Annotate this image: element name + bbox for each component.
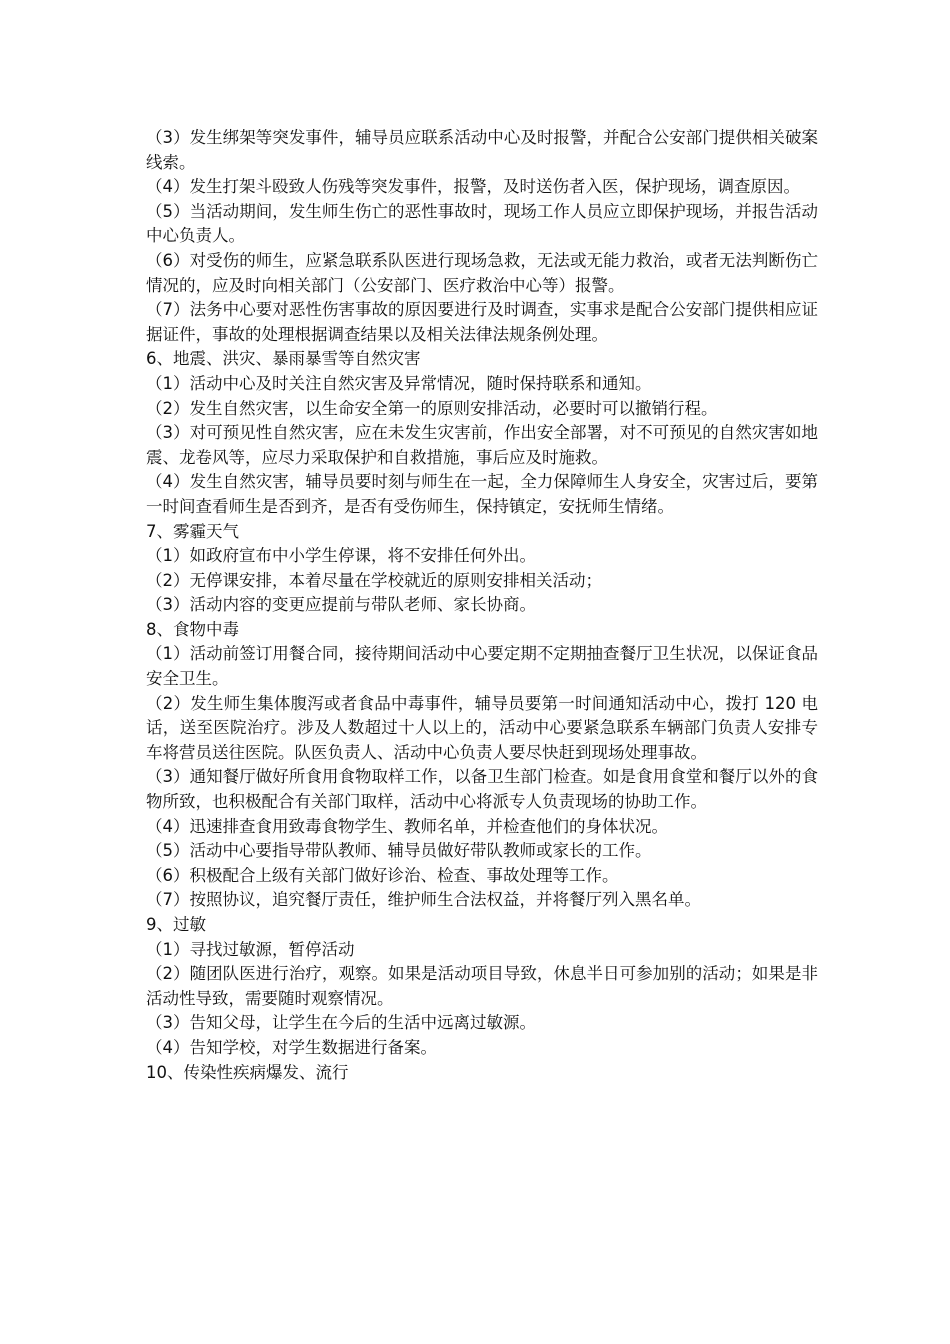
paragraph-smog-3: （3）活动内容的变更应提前与带队老师、家长协商。 <box>146 595 536 615</box>
paragraph-disaster-2: （2）发生自然灾害，以生命安全第一的原则安排活动，必要时可以撤销行程。 <box>146 398 718 418</box>
section-heading-natural-disaster: 6、地震、洪灾、暴雨暴雪等自然灾害 <box>146 349 421 369</box>
paragraph-first-aid: （6）对受伤的师生，应紧急联系队医进行现场急救，无法或无能力救治，或者无法判断伤亡情况的，应及时向相关部门（公安部门、医疗救治中心等）报警。 <box>146 250 818 295</box>
paragraph-disaster-4: （4）发生自然灾害，辅导员要时刻与师生在一起，全力保障师生人身安全，灾害过后，要第一时间查看师生是否到齐，是否有受伤师生，保持镇定，安抚师生情绪。 <box>146 472 818 516</box>
paragraph-food-5: （5）活动中心要指导带队教师、辅导员做好带队教师或家长的工作。 <box>146 841 652 861</box>
paragraph-food-2: （2）发生师生集体腹泻或者食品中毒事件，辅导员要第一时间通知活动中心，拨打 120 电话，送至医院治疗。涉及人数超过十人以上的，活动中心要紧急联系车辆部门负责人安排专车将营员送往医院。队医负责人、活动中心负责人要尽快赶到现场处理事故。 <box>146 693 818 762</box>
paragraph-fighting: （4）发生打架斗殴致人伤残等突发事件，报警，及时送伤者入医，保护现场，调查原因。 <box>146 177 800 197</box>
paragraph-kidnapping: （3）发生绑架等突发事件，辅导员应联系活动中心及时报警，并配合公安部门提供相关破案线索。 <box>146 128 818 172</box>
paragraph-disaster-3: （3）对可预见性自然灾害，应在未发生灾害前，作出安全部署，对不可预见的自然灾害如地震、龙卷风等，应尽力采取保护和自救措施，事后应及时施救。 <box>146 423 818 467</box>
paragraph-food-1: （1）活动前签订用餐合同，接待期间活动中心要定期不定期抽查餐厅卫生状况，以保证食品安全卫生。 <box>146 644 818 689</box>
paragraph-food-3: （3）通知餐厅做好所食用食物取样工作，以备卫生部门检查。如是食用食堂和餐厅以外的食物所致，也积极配合有关部门取样，活动中心将派专人负责现场的协助工作。 <box>146 767 818 812</box>
paragraph-smog-1: （1）如政府宣布中小学生停课，将不安排任何外出。 <box>146 546 536 566</box>
section-heading-food-poisoning: 8、食物中毒 <box>146 619 239 639</box>
paragraph-allergy-1: （1）寻找过敏源，暂停活动 <box>146 939 355 959</box>
paragraph-disaster-1: （1）活动中心及时关注自然灾害及异常情况，随时保持联系和通知。 <box>146 373 652 393</box>
paragraph-food-4: （4）迅速排查食用致毒食物学生、教师名单，并检查他们的身体状况。 <box>146 816 668 836</box>
section-heading-allergy: 9、过敏 <box>146 915 206 934</box>
paragraph-legal-investigation: （7）法务中心要对恶性伤害事故的原因要进行及时调查，实事求是配合公安部门提供相应证据证件，事故的处理根据调查结果以及相关法律法规条例处理。 <box>146 300 818 344</box>
paragraph-allergy-2: （2）随团队医进行治疗，观察。如果是活动项目导致，休息半日可参加别的活动；如果是非活动性导致，需要随时观察情况。 <box>146 964 818 1008</box>
section-heading-infectious-disease: 10、传染性疾病爆发、流行 <box>146 1062 349 1082</box>
document-body <box>146 126 818 1085</box>
paragraph-fatality: （5）当活动期间，发生师生伤亡的恶性事故时，现场工作人员应立即保护现场，并报告活动中心负责人。 <box>146 201 818 246</box>
paragraph-allergy-4: （4）告知学校，对学生数据进行备案。 <box>146 1037 437 1057</box>
paragraph-food-6: （6）积极配合上级有关部门做好诊治、检查、事故处理等工作。 <box>146 865 619 885</box>
section-heading-smog: 7、雾霾天气 <box>146 521 239 541</box>
paragraph-allergy-3: （3）告知父母，让学生在今后的生活中远离过敏源。 <box>146 1013 536 1033</box>
paragraph-smog-2: （2）无停课安排，本着尽量在学校就近的原则安排相关活动； <box>146 570 602 590</box>
paragraph-food-7: （7）按照协议，追究餐厅责任，维护师生合法权益，并将餐厅列入黑名单。 <box>146 890 701 910</box>
